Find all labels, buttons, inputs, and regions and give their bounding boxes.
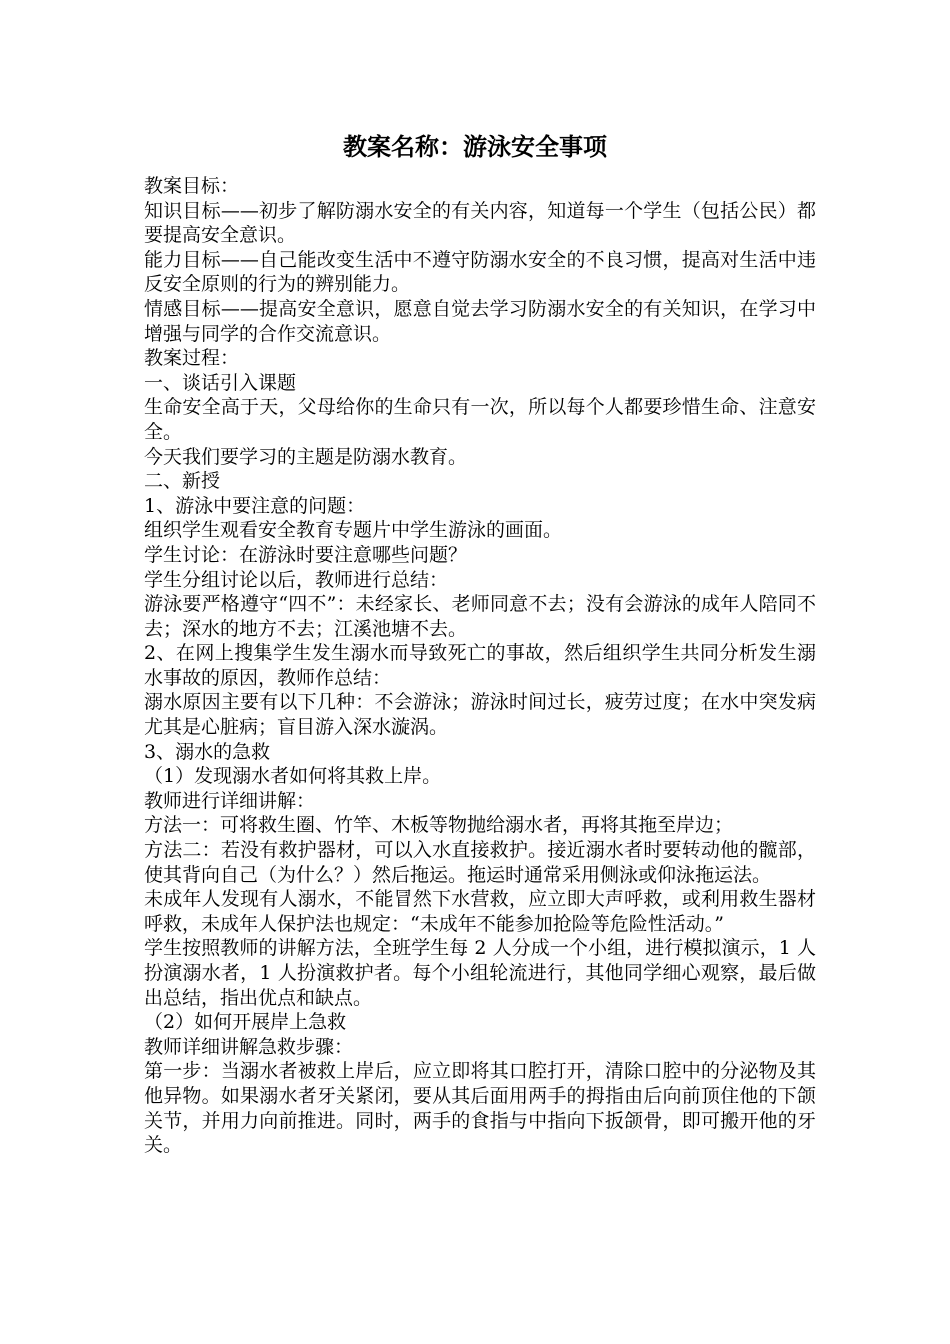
subsection-heading: 2、在网上搜集学生发生溺水而导致死亡的事故，然后组织学生共同分析发生溺水事故的原因，教师作总结： [144, 642, 816, 689]
paragraph: 教师进行详细讲解： [144, 789, 316, 812]
section-heading: 二、新授 [144, 470, 221, 493]
paragraph: 未成年人发现有人溺水，不能冒然下水营救，应立即大声呼救，或利用救生器材呼救，未成年人保护法也规定：“未成年不能参加抢险等危险性活动。” [144, 888, 816, 935]
section-heading: 一、谈话引入课题 [144, 371, 297, 394]
subsection-heading: （1）发现溺水者如何将其救上岸。 [144, 765, 442, 788]
paragraph: 方法二：若没有救护器材，可以入水直接救护。接近溺水者时要转动他的髋部，使其背向自己（为什么？）然后拖运。拖运时通常采用侧泳或仰泳拖运法。 [144, 839, 816, 886]
document-title: 教案名称：游泳安全事项 [343, 132, 607, 161]
paragraph: 学生分组讨论以后，教师进行总结： [144, 568, 449, 591]
paragraph: 游泳要严格遵守“四不”：未经家长、老师同意不去；没有会游泳的成年人陪同不去；深水的地方不去；江溪池塘不去。 [144, 593, 816, 640]
paragraph: 生命安全高于天，父母给你的生命只有一次，所以每个人都要珍惜生命、注意安全。 [144, 396, 816, 443]
subsection-heading: 1、游泳中要注意的问题： [144, 494, 366, 517]
section-heading: 教案目标： [144, 175, 240, 197]
paragraph: 溺水原因主要有以下几种：不会游泳；游泳时间过长，疲劳过度；在水中突发病尤其是心脏病；盲目游入深水漩涡。 [144, 691, 816, 739]
document-body [144, 174, 816, 1158]
paragraph: 今天我们要学习的主题是防溺水教育。 [144, 445, 468, 468]
paragraph: 能力目标——自己能改变生活中不遵守防溺水安全的不良习惯，提高对生活中违反安全原则的行为的辨别能力。 [144, 248, 816, 296]
subsection-heading: 3、溺水的急救 [144, 740, 271, 763]
section-heading: 教案过程： [144, 347, 240, 370]
paragraph: 第一步：当溺水者被救上岸后，应立即将其口腔打开，清除口腔中的分泌物及其他异物。如果溺水者牙关紧闭，要从其后面用两手的拇指由后向前顶住他的下颌关节，并用力向前推进。同时，两手的食指与中指向下扳颌骨，即可搬开他的牙关。 [144, 1060, 816, 1157]
paragraph: 学生按照教师的讲解方法，全班学生每 2 人分成一个小组，进行模拟演示，1 人扮演溺水者，1 人扮演救护者。每个小组轮流进行，其他同学细心观察，最后做出总结，指出优点和缺点。 [144, 937, 816, 1009]
subsection-heading: （2）如何开展岸上急救 [144, 1011, 347, 1034]
paragraph: 情感目标——提高安全意识，愿意自觉去学习防溺水安全的有关知识，在学习中增强与同学的合作交流意识。 [144, 297, 816, 345]
paragraph: 方法一：可将救生圈、竹竿、木板等物抛给溺水者，再将其拖至岸边； [144, 814, 734, 837]
paragraph: 知识目标——初步了解防溺水安全的有关内容，知道每一个学生（包括公民）都要提高安全意识。 [144, 199, 816, 247]
paragraph: 教师详细讲解急救步骤： [144, 1035, 354, 1058]
paragraph: 组织学生观看安全教育专题片中学生游泳的画面。 [144, 519, 563, 542]
paragraph: 学生讨论：在游泳时要注意哪些问题？ [144, 543, 468, 566]
